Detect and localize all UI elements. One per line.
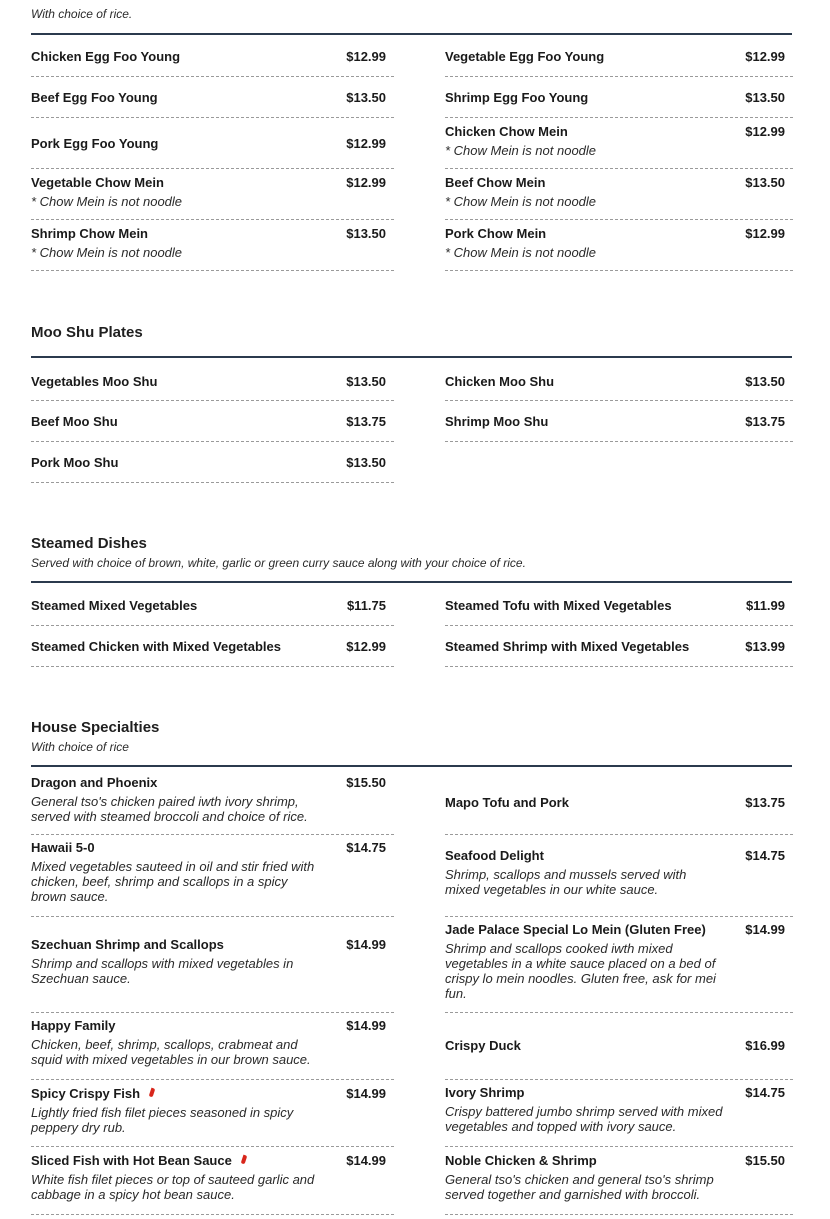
item-description: * Chow Mein is not noodle: [445, 143, 597, 158]
item-name: Pork Egg Foo Young: [31, 136, 159, 151]
menu-item[interactable]: [31, 360, 394, 401]
item-name: Vegetable Egg Foo Young: [445, 49, 605, 64]
section-divider: [31, 581, 792, 583]
item-price: $12.99: [745, 124, 785, 139]
item-name: Happy Family: [31, 1018, 116, 1033]
item-price: $12.99: [745, 226, 785, 241]
item-name: Seafood Delight: [445, 848, 544, 863]
menu-item[interactable]: [31, 77, 394, 118]
item-price: $13.75: [745, 414, 785, 429]
menu-item[interactable]: [31, 1147, 394, 1215]
menu-item[interactable]: [445, 220, 793, 271]
menu-item[interactable]: [445, 36, 793, 77]
item-price: $15.50: [745, 1153, 785, 1168]
item-price: $12.99: [346, 136, 386, 151]
item-name: Chicken Moo Shu: [445, 374, 555, 389]
menu-item[interactable]: [31, 585, 394, 626]
item-description: General tso's chicken and general tso's shrimp served together and garnished with broccoli.: [445, 1172, 714, 1202]
menu-item[interactable]: [445, 77, 793, 118]
item-description: * Chow Mein is not noodle: [31, 245, 183, 260]
menu-item[interactable]: [31, 36, 394, 77]
item-description: White fish filet pieces or top of sauteed garlic and cabbage in a spicy hot bean sauce.: [31, 1172, 315, 1202]
item-price: $14.99: [346, 1018, 386, 1033]
item-name: Vegetable Chow Mein: [31, 175, 164, 190]
item-price: $11.99: [745, 598, 785, 613]
menu-item[interactable]: [445, 118, 793, 169]
item-description: Chicken, beef, shrimp, scallops, crabmeat and squid with mixed vegetables in our brown sauce.: [31, 1037, 311, 1067]
item-name: Chicken Egg Foo Young: [31, 49, 181, 64]
steamed-section-subtitle: Served with choice of brown, white, garlic or green curry sauce along with your choice of rice.: [31, 556, 526, 570]
house-section-title: House Specialties: [31, 719, 160, 736]
menu-item[interactable]: [445, 169, 793, 220]
item-price: $14.99: [745, 922, 785, 937]
item-name: Crispy Duck: [445, 1038, 521, 1053]
item-name: [31, 1153, 394, 1169]
item-description: Shrimp, scallops and mussels served with mixed vegetables in our white sauce.: [445, 867, 687, 897]
menu-item[interactable]: [445, 1013, 793, 1080]
item-name: Steamed Shrimp with Mixed Vegetables: [445, 639, 690, 654]
menu-item[interactable]: [445, 1147, 793, 1215]
item-description: Lightly fried fish filet pieces seasoned in spicy peppery dry rub.: [31, 1105, 294, 1135]
section-divider: [31, 33, 792, 35]
item-name: Shrimp Moo Shu: [445, 414, 549, 429]
menu-item[interactable]: [445, 626, 793, 667]
menu-item[interactable]: [31, 1080, 394, 1147]
menu-item[interactable]: [31, 401, 394, 442]
item-price: $13.50: [346, 90, 386, 105]
item-name: Steamed Chicken with Mixed Vegetables: [31, 639, 281, 654]
menu-item[interactable]: [445, 835, 793, 917]
menu-item[interactable]: [31, 835, 394, 917]
menu-item[interactable]: [445, 769, 793, 835]
item-price: $14.99: [346, 1086, 386, 1101]
item-name: Noble Chicken & Shrimp: [445, 1153, 597, 1168]
menu-item[interactable]: [31, 626, 394, 667]
item-name: Shrimp Chow Mein: [31, 226, 148, 241]
menu-item[interactable]: [445, 917, 793, 1013]
item-price: $15.50: [346, 775, 386, 790]
egg-foo-section-subtitle: With choice of rice.: [31, 7, 133, 21]
house-section-subtitle: With choice of rice: [31, 740, 129, 754]
item-name: Beef Moo Shu: [31, 414, 118, 429]
item-name-text: Sliced Fish with Hot Bean Sauce: [31, 1153, 232, 1168]
menu-item[interactable]: [31, 769, 394, 835]
item-name: Pork Chow Mein: [445, 226, 547, 241]
item-description: Crispy battered jumbo shrimp served with mixed vegetables and topped with ivory sauce.: [445, 1104, 723, 1134]
menu-item[interactable]: [31, 1013, 394, 1080]
item-price: $12.99: [745, 49, 785, 64]
item-price: $13.50: [346, 374, 386, 389]
item-price: $16.99: [745, 1038, 785, 1053]
item-name: Steamed Mixed Vegetables: [31, 598, 198, 613]
item-price: $13.50: [745, 374, 785, 389]
item-description: * Chow Mein is not noodle: [445, 194, 597, 209]
item-price: $14.75: [745, 848, 785, 863]
item-price: $14.99: [346, 937, 386, 952]
item-name: Shrimp Egg Foo Young: [445, 90, 589, 105]
menu-item[interactable]: [445, 1080, 793, 1147]
menu-item[interactable]: [445, 360, 793, 401]
item-price: $14.75: [346, 840, 386, 855]
item-name: Szechuan Shrimp and Scallops: [31, 937, 224, 952]
item-description: Shrimp and scallops with mixed vegetables in Szechuan sauce.: [31, 956, 294, 986]
menu-item[interactable]: [31, 118, 394, 169]
item-name: Mapo Tofu and Pork: [445, 795, 569, 810]
item-description: * Chow Mein is not noodle: [445, 245, 597, 260]
menu-item[interactable]: [31, 442, 394, 483]
item-name: Hawaii 5-0: [31, 840, 95, 855]
menu-item[interactable]: [31, 220, 394, 271]
item-price: $13.50: [346, 226, 386, 241]
item-description: General tso's chicken paired iwth ivory shrimp, served with steamed broccoli and choice of rice.: [31, 794, 308, 824]
item-name: Jade Palace Special Lo Mein (Gluten Free): [445, 922, 706, 937]
item-name: Chicken Chow Mein: [445, 124, 568, 139]
item-price: $11.75: [346, 598, 386, 613]
item-name: Vegetables Moo Shu: [31, 374, 158, 389]
item-price: $13.50: [346, 455, 386, 470]
menu-item[interactable]: [31, 917, 394, 1013]
menu-item[interactable]: [445, 401, 793, 442]
item-description: Shrimp and scallops cooked iwth mixed vegetables in a white sauce placed on a bed of crispy lo mein noodles. Gluten free, ask for mei fun.: [445, 941, 716, 1001]
moo-shu-section-title: Moo Shu Plates: [31, 324, 143, 341]
item-price: $12.99: [346, 49, 386, 64]
section-divider: [31, 356, 792, 358]
item-description: * Chow Mein is not noodle: [31, 194, 183, 209]
item-price: $13.50: [745, 175, 785, 190]
item-price: $13.75: [745, 795, 785, 810]
menu-item[interactable]: [445, 585, 793, 626]
item-description: Mixed vegetables sauteed in oil and stir fried with chicken, beef, shrimp and scallops in a spicy brown sauce.: [31, 859, 315, 904]
item-name: Beef Egg Foo Young: [31, 90, 158, 105]
item-name: Steamed Tofu with Mixed Vegetables: [445, 598, 672, 613]
item-name: Dragon and Phoenix: [31, 775, 158, 790]
chili-pepper-icon: [149, 1088, 156, 1098]
chili-pepper-icon: [241, 1155, 248, 1165]
item-price: $13.99: [745, 639, 785, 654]
item-name-text: Spicy Crispy Fish: [31, 1086, 141, 1101]
item-name: Ivory Shrimp: [445, 1085, 525, 1100]
item-name: Pork Moo Shu: [31, 455, 119, 470]
item-price: $12.99: [346, 639, 386, 654]
section-divider: [31, 765, 792, 767]
item-price: $14.99: [346, 1153, 386, 1168]
menu-item[interactable]: [31, 169, 394, 220]
item-name: Beef Chow Mein: [445, 175, 546, 190]
steamed-section-title: Steamed Dishes: [31, 535, 147, 552]
item-price: $14.75: [745, 1085, 785, 1100]
item-price: $13.50: [745, 90, 785, 105]
item-name: [31, 1086, 394, 1102]
item-price: $12.99: [346, 175, 386, 190]
item-price: $13.75: [346, 414, 386, 429]
